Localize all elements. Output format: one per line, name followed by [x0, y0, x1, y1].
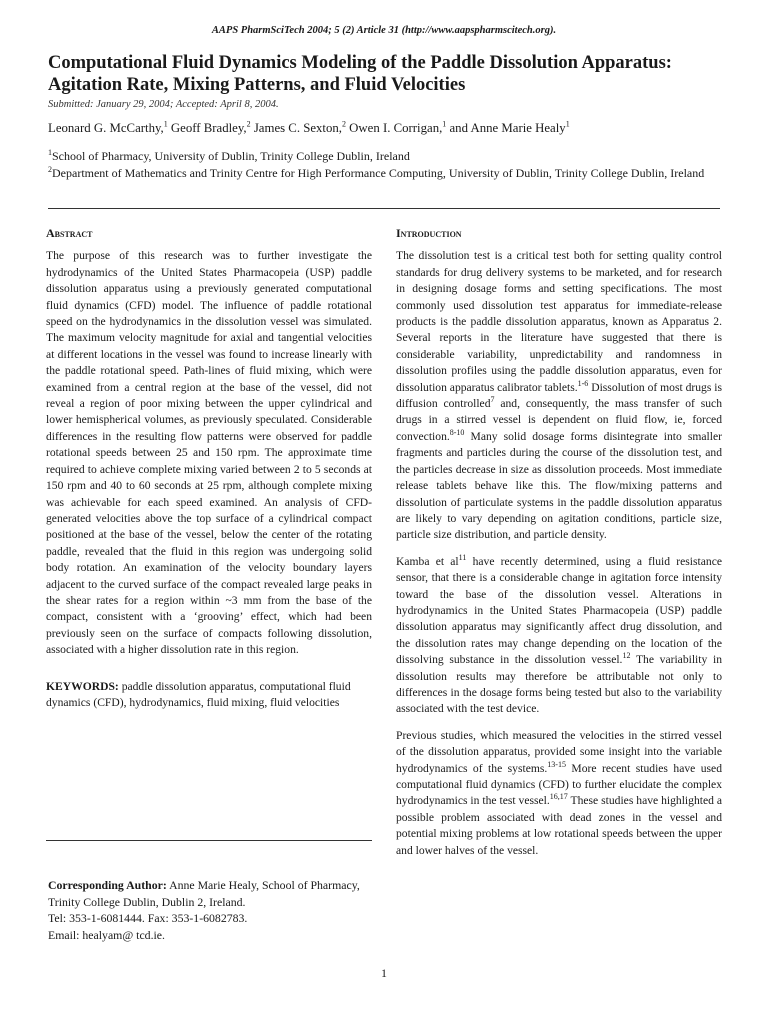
title-line-2: Agitation Rate, Mixing Patterns, and Fluid Velocities [48, 75, 466, 95]
citation-mark: 11 [458, 552, 467, 562]
affil-mark: 2 [48, 165, 52, 174]
journal-header: AAPS PharmSciTech 2004; 5 (2) Article 31 (http://www.aapspharmscitech.org). [211, 25, 557, 36]
title-line-1: Computational Fluid Dynamics Modeling of the Paddle Dissolution Apparatus: [48, 53, 672, 73]
text-run: The dissolution test is a critical test both for setting quality control standards for drug delivery systems to be marketed, and for research in designing dosage forms and setting specifications. The most commonly used dissolution test apparatus for immediate-release products is the paddle dissolution apparatus, known as Apparatus 2. Several reports in the literature have suggested that there is considerable variability, unpredictability and randomness in dissolution profiles using the paddle dissolution apparatus, even for dissolution apparatus calibrator tablets. [396, 249, 722, 394]
citation-mark: 12 [622, 651, 631, 661]
affil-text: Department of Mathematics and Trinity Centre for High Performance Computing, University of Dublin, Trinity College Dublin, Ireland [52, 166, 705, 180]
author-affil-mark: 2 [341, 119, 346, 129]
text-run: More recent studies have used computational fluid dynamics (CFD) to further elucidate the complex hydrodynamics in the test vessel. [396, 761, 722, 808]
submission-dates: Submitted: January 29, 2004; Accepted: April 8, 2004. [48, 99, 279, 110]
text-run: Many solid dosage forms disintegrate into smaller fragments and particles during the course of the dissolution test, and the particles decrease in size as dissolution proceeds. Most immediate release tablets behave like this. The flow/mixing patterns and dissolution of particulate systems in the paddle dissolution apparatus are likely to vary depending on agitation conditions, particle size, particle size distribution, and particle density. [396, 429, 722, 542]
intro-paragraph-3 [396, 728, 722, 859]
corresponding-line-3: Email: healyam@ tcd.ie. [48, 927, 165, 942]
author-affil-mark: 1 [163, 119, 168, 129]
affiliation-2 [48, 165, 728, 182]
citation-mark: 1-6 [577, 378, 589, 388]
keywords-text: paddle dissolution apparatus, computational fluid dynamics (CFD), hydrodynamics, fluid mixing, fluid velocities [46, 679, 351, 709]
text-run: Dissolution of most drugs is diffusion controlled [396, 380, 722, 411]
author-name: Owen I. Corrigan, [345, 121, 443, 135]
citation-mark: 7 [490, 395, 495, 405]
footnote-divider [46, 840, 372, 841]
author-list [48, 121, 728, 136]
header-divider [48, 208, 720, 209]
text-run: The variability in dissolution results may therefore be attributable not only to differences in the dosage forms being tested but also to the variability associated with the test device. [396, 653, 722, 716]
paper-title [48, 52, 728, 96]
author-name: Leonard G. McCarthy, [48, 121, 164, 135]
author-affil-mark: 1 [565, 119, 570, 129]
affiliation-1 [48, 148, 728, 165]
corresponding-line-1: Anne Marie Healy, School of Pharmacy, Trinity College Dublin, Dublin 2, Ireland. [48, 878, 360, 909]
left-column [46, 225, 372, 721]
affil-mark: 1 [48, 148, 52, 157]
keywords [46, 679, 372, 712]
intro-paragraph-2 [396, 554, 722, 718]
introduction-heading: Introduction [396, 226, 462, 240]
author-name: Geoff Bradley, [167, 121, 247, 135]
corresponding-author [48, 877, 374, 943]
author-affil-mark: 1 [442, 119, 447, 129]
citation-mark: 16,17 [549, 792, 568, 802]
citation-mark: 13-15 [547, 759, 566, 769]
page-number: 1 [381, 966, 387, 980]
text-run: These studies have highlighted a possible problem associated with dead zones in the vessel and potential mixing problems at low rotational speeds between the upper and lower halves of the vessel. [396, 794, 722, 857]
text-run: have recently determined, using a fluid resistance sensor, that there is a considerable change in agitation force intensity toward the base of the dissolution vessel. Alterations in hydrodynamics in the United States Pharmacopeia (USP) paddle dissolution apparatus may significantly affect drug dissolution, and the dissolution rates may change depending on the location of the dissolving substance in the dissolution vessel. [396, 554, 723, 667]
abstract-heading: Abstract [46, 226, 93, 240]
author-name: and Anne Marie Healy [446, 121, 566, 135]
citation-mark: 8-10 [449, 428, 465, 438]
text-run: and, consequently, the mass transfer of such drugs in a stirred vessel is dependent on fluid flow, ie, forced convection. [396, 397, 722, 443]
text-run: Kamba et al [396, 554, 459, 568]
affil-text: School of Pharmacy, University of Dublin, Trinity College Dublin, Ireland [52, 149, 410, 163]
right-column [396, 225, 722, 869]
text-run: Previous studies, which measured the velocities in the stirred vessel of the dissolution apparatus, provided some insight into the variable hydrodynamics of the systems. [396, 728, 722, 775]
author-affil-mark: 2 [246, 119, 251, 129]
corresponding-line-2: Tel: 353-1-6081444. Fax: 353-1-6082783. [48, 911, 248, 925]
corresponding-label: Corresponding Author: [48, 878, 167, 892]
keywords-label: KEYWORDS: [46, 679, 119, 693]
intro-paragraph-1 [396, 248, 722, 543]
abstract-text: The purpose of this research was to further investigate the hydrodynamics of the United States Pharmacopeia (USP) paddle dissolution apparatus using a previously generated computational fluid dynamics (CFD) model. The influence of paddle rotational speed on the hydrodynamics in the dissolution vessel was simulated. The maximum velocity magnitude for axial and tangential velocities at different locations in the vessel was found to increase linearly with the paddle rotational speed. Path-lines of fluid mixing, which were examined from a central region at the base of the vessel, did not reveal a region of poor mixing between the upper cylindrical and lower hemispherical volumes, as previously speculated. Considerable differences in the resulting flow patterns were observed for paddle rotational speeds between 25 and 150 rpm. The approximate time required to achieve complete mixing varied between 2 to 5 seconds at 150 rpm and 40 to 60 seconds at 25 rpm, although complete mixing was achievable for each speed examined. An analysis of CFD-generated velocities above the top surface of a cylindrical compact positioned at the base of the vessel, below the center of the rotating paddle, revealed that the fluid in this region was undergoing solid body rotation. An examination of the velocity boundary layers adjacent to the curved surface of the compact revealed large peaks in the shear rates for a region within ~3 mm from the base of the compact, consistent with a ‘grooving’ effect, which had been previously seen on the surface of compacts following dissolution, associated with a higher dissolution rate in this region. [46, 249, 372, 657]
author-name: James C. Sexton, [250, 121, 342, 135]
